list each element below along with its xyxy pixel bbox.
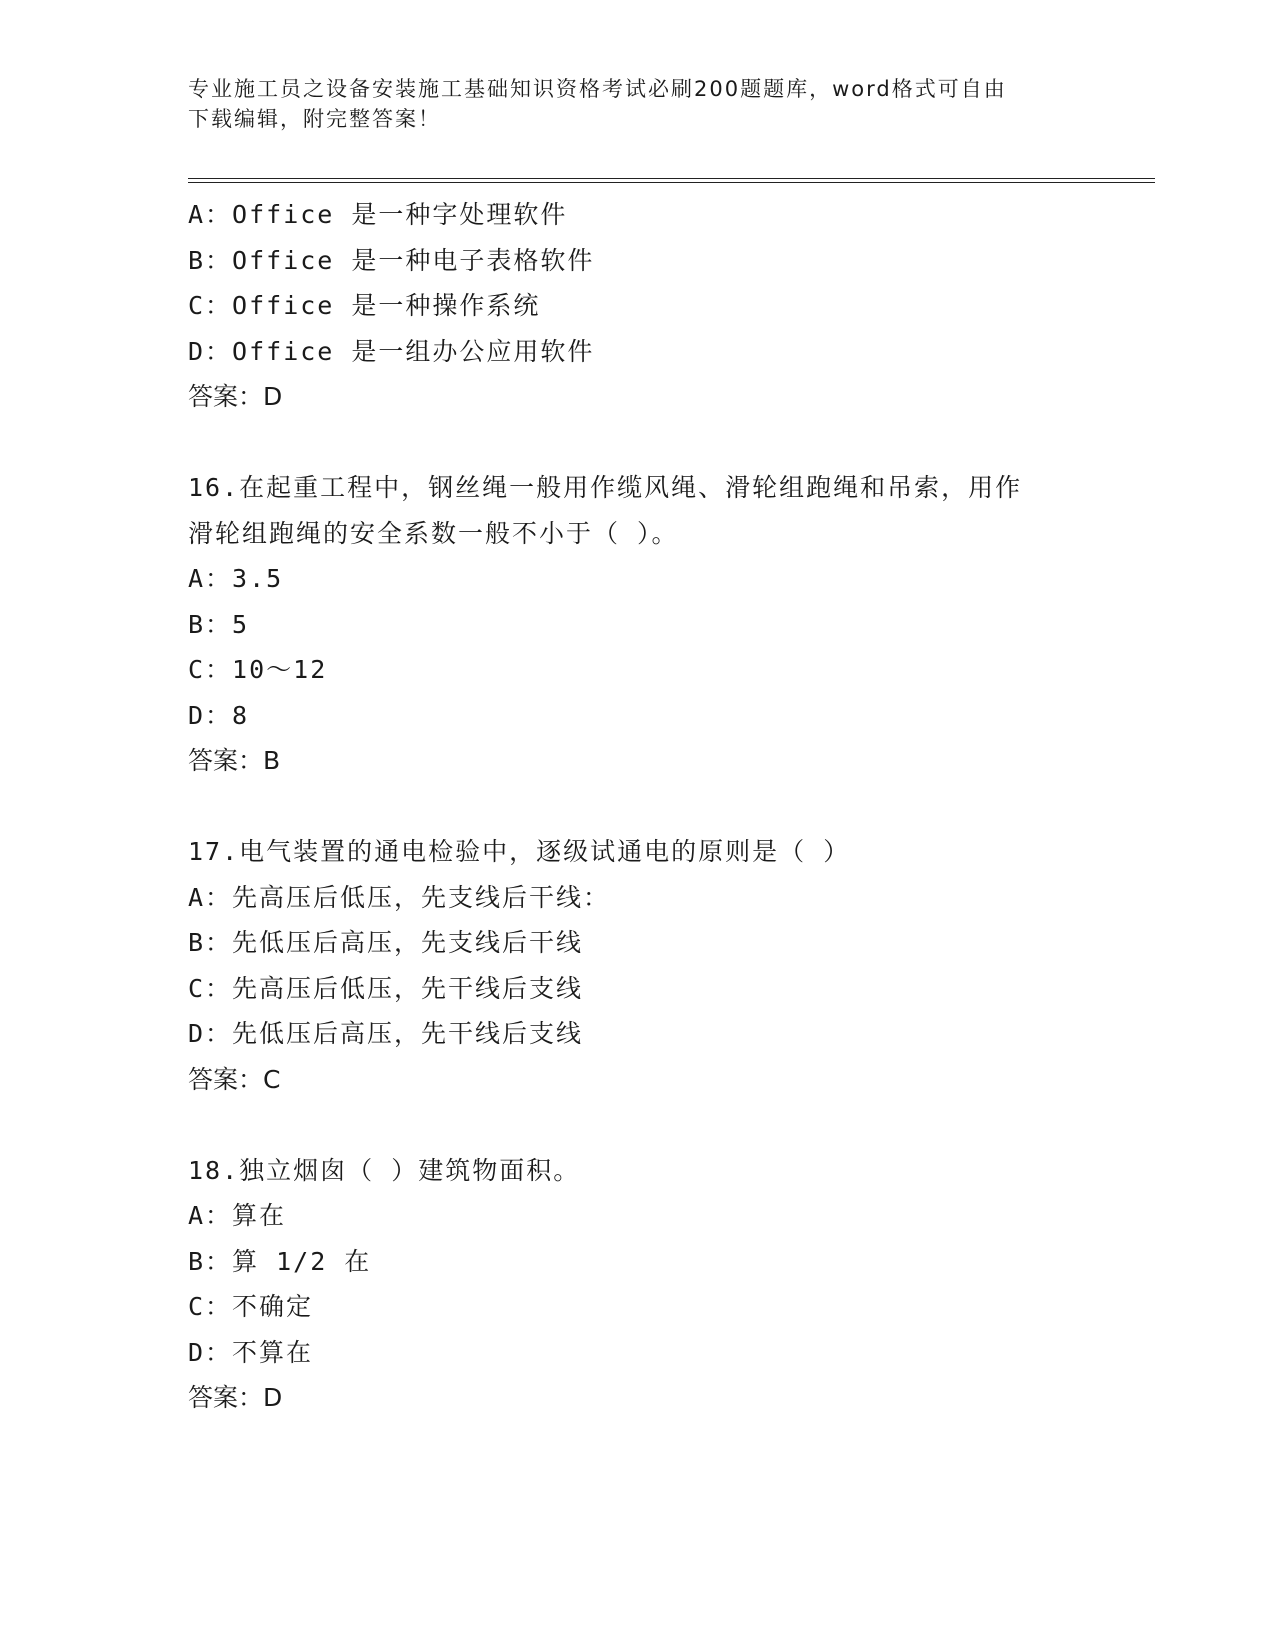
option-d: D：先低压后高压，先干线后支线 bbox=[188, 1019, 584, 1048]
option-c: C：Office 是一种操作系统 bbox=[188, 291, 541, 320]
spacer bbox=[188, 420, 1088, 466]
answer: 答案：D bbox=[188, 382, 283, 411]
option-c: C：先高压后低压，先干线后支线 bbox=[188, 973, 584, 1003]
option-b: B：5 bbox=[188, 609, 250, 639]
question-15 bbox=[188, 192, 1088, 420]
option-d: D：Office 是一组办公应用软件 bbox=[188, 336, 595, 366]
option-c: C：10～12 bbox=[188, 655, 328, 684]
spacer bbox=[188, 784, 1088, 830]
option-a: A：3.5 bbox=[188, 564, 284, 593]
question-list bbox=[188, 192, 1088, 1421]
answer: 答案：C bbox=[188, 1064, 281, 1094]
option-b: B：Office 是一种电子表格软件 bbox=[188, 245, 595, 275]
option-d: D：不算在 bbox=[188, 1337, 314, 1367]
question-16 bbox=[188, 465, 1088, 784]
question-stem: 18.独立烟囱（ ）建筑物面积。 bbox=[188, 1155, 581, 1185]
header-line-2: 下载编辑，附完整答案！ bbox=[188, 107, 441, 131]
header-double-rule bbox=[188, 178, 1155, 183]
question-18 bbox=[188, 1148, 1088, 1421]
option-c: C：不确定 bbox=[188, 1292, 314, 1321]
option-a: A：先高压后低压，先支线后干线： bbox=[188, 882, 611, 912]
option-b: B：先低压后高压，先支线后干线 bbox=[188, 928, 584, 957]
option-b: B：算 1/2 在 bbox=[188, 1246, 372, 1276]
answer: 答案：B bbox=[188, 746, 281, 775]
question-17 bbox=[188, 829, 1088, 1102]
option-d: D：8 bbox=[188, 700, 250, 730]
option-a: A：Office 是一种字处理软件 bbox=[188, 200, 568, 229]
question-stem-line-2: 滑轮组跑绳的安全系数一般不小于（ ）。 bbox=[188, 518, 679, 548]
document-header bbox=[188, 74, 1068, 134]
spacer bbox=[188, 1102, 1088, 1148]
answer: 答案：D bbox=[188, 1383, 283, 1412]
option-a: A：算在 bbox=[188, 1201, 287, 1230]
header-line-1: 专业施工员之设备安装施工基础知识资格考试必刷200题题库，word格式可自由 bbox=[188, 77, 1007, 101]
question-stem: 17.电气装置的通电检验中，逐级试通电的原则是（ ） bbox=[188, 837, 851, 866]
question-stem-line-1: 16.在起重工程中，钢丝绳一般用作缆风绳、滑轮组跑绳和吊索，用作 bbox=[188, 473, 1023, 502]
